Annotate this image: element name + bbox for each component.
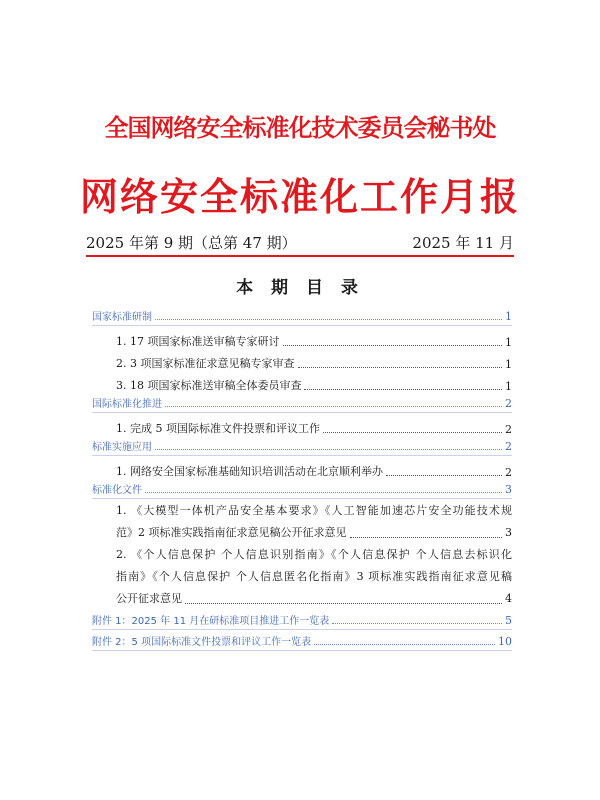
toc-item[interactable] xyxy=(92,327,512,349)
toc-item[interactable] xyxy=(92,349,512,371)
toc-page-number: 1 xyxy=(505,358,512,371)
dot-leader xyxy=(314,644,495,645)
toc-page-number: 2 xyxy=(505,440,512,453)
toc-item-line xyxy=(116,588,512,610)
toc-page-number: 1 xyxy=(505,380,512,393)
toc-item-line-text: 范》2 项标准实践指南征求意见稿公开征求意见 xyxy=(116,526,347,539)
table-of-contents xyxy=(92,306,512,648)
toc-appendix-2[interactable] xyxy=(92,631,512,648)
toc-item-label: 1. 完成 5 项国际标准文件投票和评议工作 xyxy=(116,422,320,435)
toc-item-line: 1. 《大模型一体机产品安全基本要求》《人工智能加速芯片安全功能技术规 xyxy=(116,504,512,517)
dot-leader xyxy=(350,537,503,538)
dot-leader xyxy=(283,345,503,346)
issue-number: 2025 年第 9 期（总第 47 期） xyxy=(86,234,297,252)
toc-item-label: 3. 18 项国家标准送审稿全体委员审查 xyxy=(116,379,302,392)
toc-item-line: 指南》《个人信息保护 个人信息匿名化指南》3 项标准实践指南征求意见稿 xyxy=(116,570,512,583)
dot-leader xyxy=(323,432,502,433)
toc-appendix-1[interactable] xyxy=(92,610,512,627)
toc-item-line-text: 公开征求意见 xyxy=(116,592,182,605)
toc-title: 本 期 目 录 xyxy=(236,278,364,298)
toc-item-label: 2. 3 项国家标准征求意见稿专家审查 xyxy=(116,357,295,370)
dot-leader xyxy=(155,319,502,320)
issue-date: 2025 年 11 月 xyxy=(412,234,514,252)
toc-section-international-standards[interactable] xyxy=(92,393,512,410)
toc-page-number: 3 xyxy=(505,526,512,539)
toc-page-number: 3 xyxy=(505,483,512,496)
toc-appendix-label: 附件 2：5 项国际标准文件投票和评议工作一览表 xyxy=(92,637,312,648)
toc-item-label: 1. 17 项国家标准送审稿专家研讨 xyxy=(116,335,280,348)
toc-section-label: 国际标准化推进 xyxy=(92,399,162,410)
issue-line xyxy=(86,232,514,253)
toc-item-multiline[interactable] xyxy=(92,500,512,544)
toc-section-national-standards[interactable] xyxy=(92,306,512,323)
toc-item-line: 2. 《个人信息保护 个人信息识别指南》《个人信息保护 个人信息去标识化 xyxy=(116,548,512,561)
dot-leader xyxy=(145,492,502,493)
toc-page-number: 4 xyxy=(505,592,512,605)
dot-leader xyxy=(386,475,502,476)
toc-item-label: 1. 网络安全国家标准基础知识培训活动在北京顺利举办 xyxy=(116,465,383,478)
toc-section-standard-application[interactable] xyxy=(92,436,512,453)
toc-item[interactable] xyxy=(92,414,512,436)
toc-page-number: 2 xyxy=(505,397,512,410)
toc-page-number: 1 xyxy=(505,336,512,349)
toc-item-line xyxy=(116,522,512,544)
toc-section-label: 标准实施应用 xyxy=(92,442,152,453)
toc-page-number: 2 xyxy=(505,423,512,436)
dot-leader xyxy=(165,406,502,407)
organization-title: 全国网络安全标准化技术委员会秘书处 xyxy=(104,114,496,142)
report-title: 网络安全标准化工作月报 xyxy=(79,174,520,219)
toc-appendix-label: 附件 1：2025 年 11 月在研标准项目推进工作一览表 xyxy=(92,616,330,627)
red-divider xyxy=(86,255,514,257)
toc-page-number: 10 xyxy=(498,635,512,648)
toc-page-number: 2 xyxy=(505,466,512,479)
toc-item[interactable] xyxy=(92,371,512,393)
dot-leader xyxy=(185,603,502,604)
toc-page-number: 5 xyxy=(505,614,512,627)
toc-item-multiline[interactable] xyxy=(92,544,512,610)
dot-leader xyxy=(332,623,502,624)
toc-item[interactable] xyxy=(92,457,512,479)
toc-section-label: 国家标准研制 xyxy=(92,312,152,323)
dot-leader xyxy=(155,449,502,450)
toc-section-label: 标准化文件 xyxy=(92,485,142,496)
dot-leader xyxy=(304,389,502,390)
toc-section-standard-documents[interactable] xyxy=(92,479,512,496)
toc-page-number: 1 xyxy=(505,310,512,323)
dot-leader xyxy=(298,367,503,368)
